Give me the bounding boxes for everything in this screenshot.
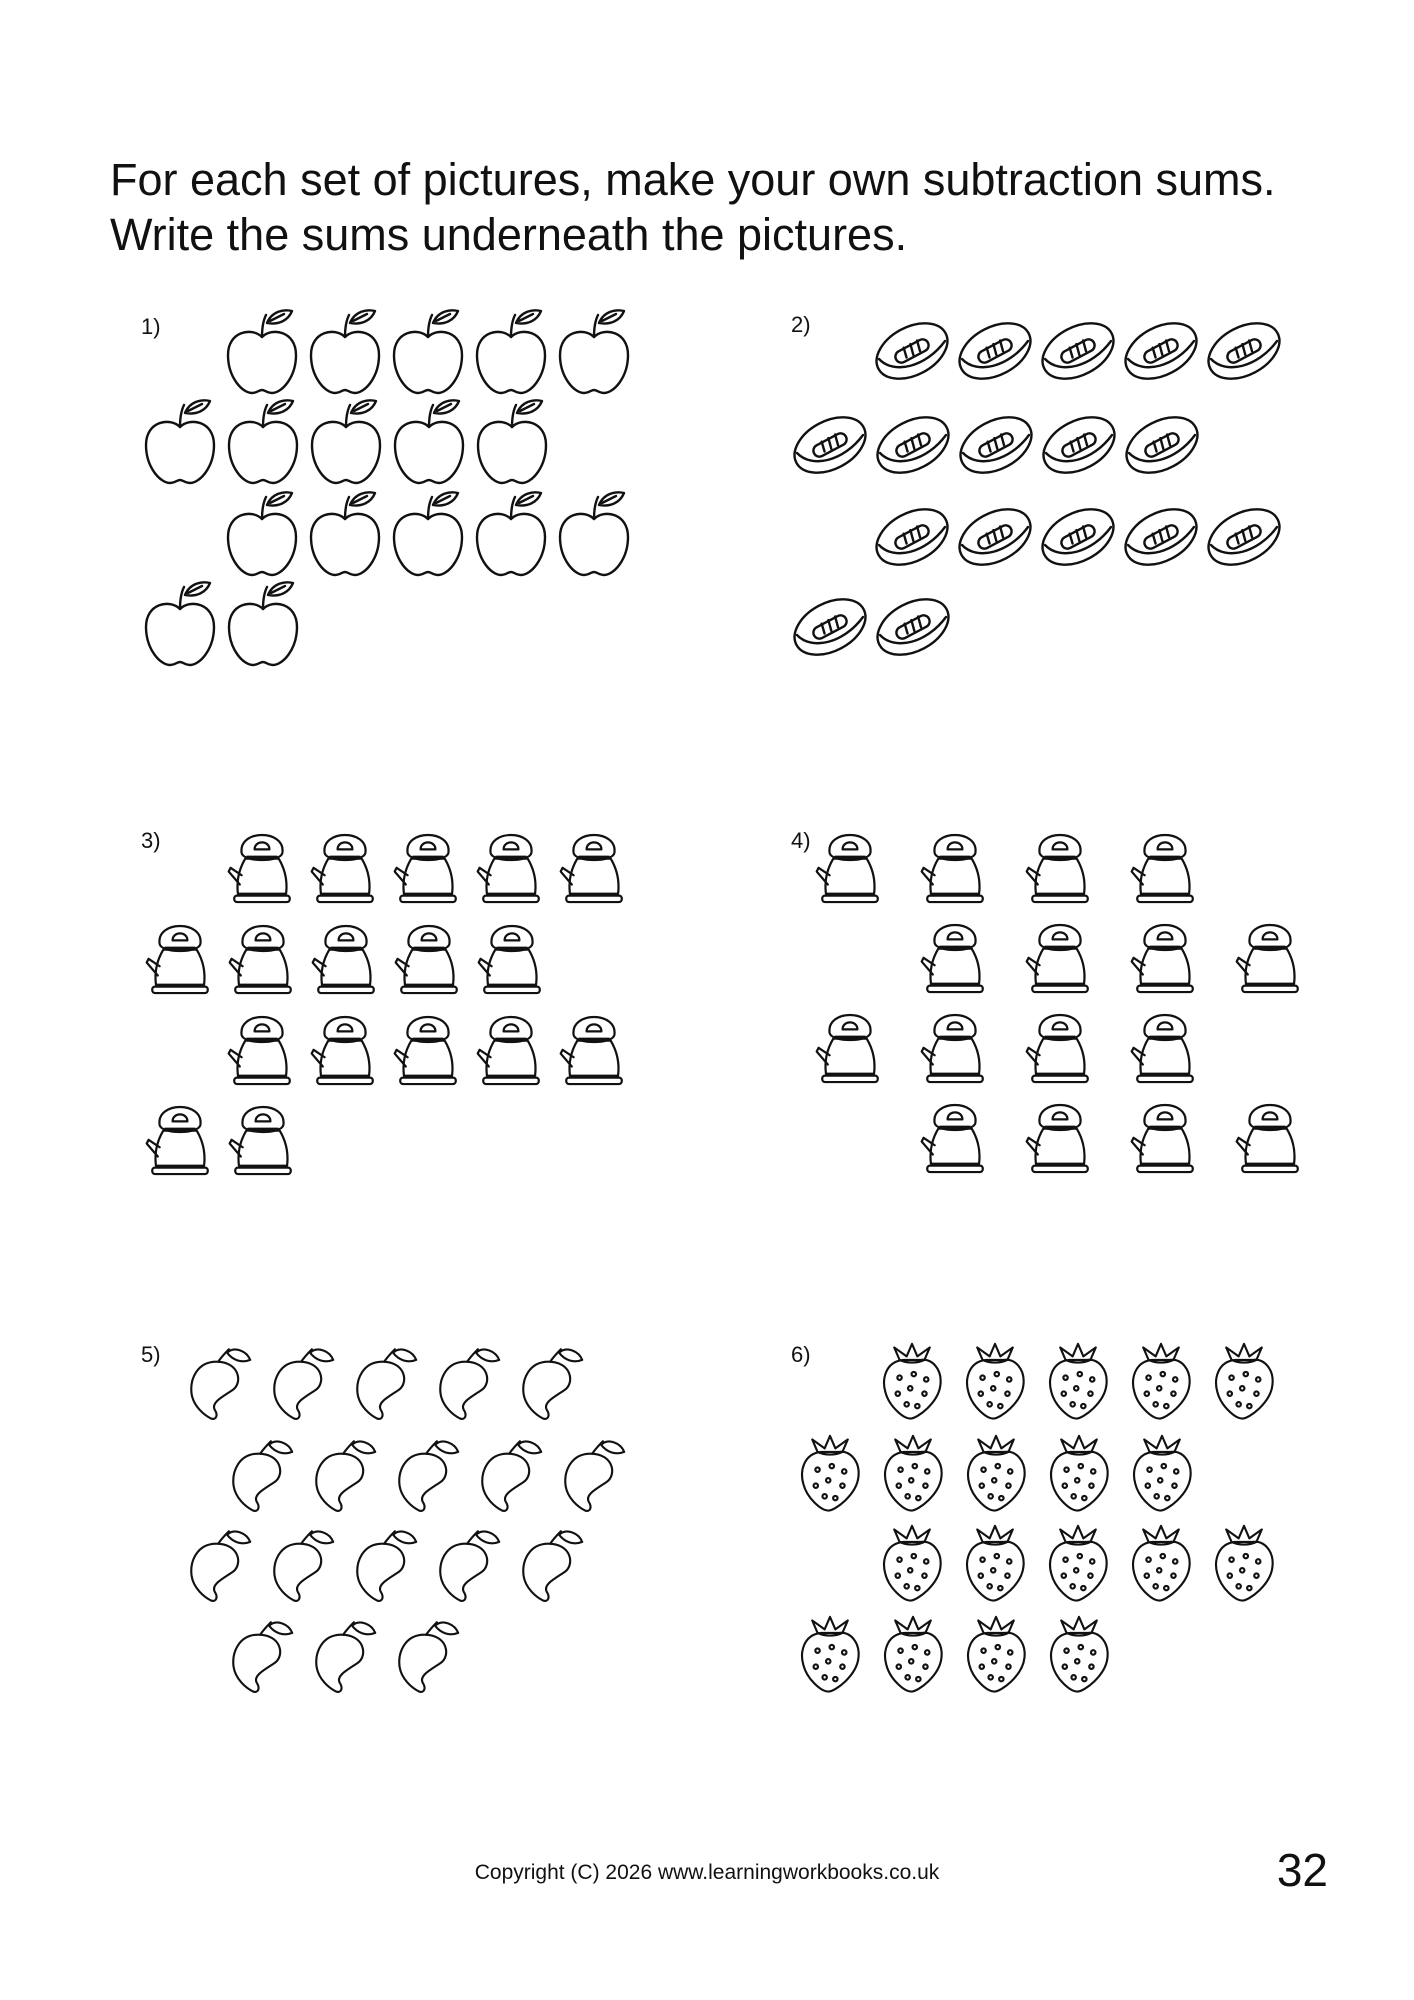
- copyright-footer: Copyright (C) 2026 www.learningworkbooks.co.uk: [474, 1861, 940, 1884]
- rugby-ball-icon: [1033, 498, 1123, 576]
- apple-icon: [394, 492, 462, 575]
- problem-2-label: 2): [791, 312, 811, 337]
- problem-6-label: 6): [791, 1342, 811, 1367]
- strawberry-icon: [968, 1617, 1025, 1692]
- kettle-icon: [230, 926, 291, 993]
- mango-icon: [399, 1622, 458, 1692]
- apple-icon: [312, 400, 380, 483]
- kettle-icon: [1027, 835, 1088, 902]
- mango-icon: [565, 1441, 624, 1511]
- strawberry-icon: [1050, 1344, 1107, 1419]
- kettle-icon: [396, 926, 457, 993]
- kettle-icon: [1027, 925, 1088, 992]
- rugby-ball-icon: [867, 498, 957, 576]
- kettle-icon: [817, 835, 878, 902]
- rugby-ball-icon: [1033, 312, 1123, 390]
- rugby-ball-icon: [950, 312, 1040, 390]
- kettle-icon: [817, 1015, 878, 1082]
- instructions-line-1: For each set of pictures, make your own subtraction sums.: [110, 154, 1276, 205]
- strawberry-icon: [1051, 1617, 1108, 1692]
- problem-5-label: 5): [141, 1342, 161, 1367]
- rugby-ball-icon: [1034, 406, 1124, 484]
- mango-icon: [191, 1349, 250, 1419]
- mango-icon: [316, 1622, 375, 1692]
- apple-icon: [228, 310, 296, 393]
- problem-1-label: 1): [141, 314, 161, 339]
- strawberry-icon: [802, 1436, 859, 1511]
- kettle-icon: [478, 1017, 539, 1084]
- apple-icon: [229, 582, 297, 665]
- kettle-icon: [1132, 925, 1193, 992]
- apple-icon: [311, 310, 379, 393]
- mango-icon: [357, 1531, 416, 1601]
- strawberry-icon: [885, 1617, 942, 1692]
- rugby-ball-icon: [950, 498, 1040, 576]
- mango-icon: [523, 1531, 582, 1601]
- strawberry-icon: [1216, 1344, 1273, 1419]
- apple-icon: [146, 582, 214, 665]
- strawberry-icon: [885, 1436, 942, 1511]
- kettle-icon: [1237, 1105, 1298, 1172]
- kettle-icon: [395, 1017, 456, 1084]
- kettle-icon: [1132, 1105, 1193, 1172]
- rugby-ball-icon: [951, 406, 1041, 484]
- mango-icon: [233, 1622, 292, 1692]
- problem-4-label: 4): [791, 828, 811, 853]
- rugby-ball-icon: [1199, 312, 1289, 390]
- problem-3-label: 3): [141, 828, 161, 853]
- mango-icon: [274, 1349, 333, 1419]
- strawberry-icon: [884, 1526, 941, 1601]
- apple-icon: [560, 492, 628, 575]
- rugby-ball-icon: [1116, 498, 1206, 576]
- kettle-icon: [230, 1107, 291, 1174]
- page-number: 32: [1276, 1844, 1328, 1896]
- apple-icon: [477, 310, 545, 393]
- apple-icon: [395, 400, 463, 483]
- rugby-ball-icon: [868, 406, 958, 484]
- strawberry-icon: [802, 1617, 859, 1692]
- kettle-icon: [1027, 1105, 1088, 1172]
- kettle-icon: [1132, 835, 1193, 902]
- mango-icon: [357, 1349, 416, 1419]
- rugby-ball-icon: [1116, 312, 1206, 390]
- kettle-icon: [229, 835, 290, 902]
- apple-icon: [228, 492, 296, 575]
- mango-icon: [482, 1441, 541, 1511]
- strawberry-icon: [967, 1344, 1024, 1419]
- kettle-icon: [313, 926, 374, 993]
- strawberry-icon: [968, 1436, 1025, 1511]
- kettle-icon: [1237, 925, 1298, 992]
- mango-icon: [440, 1349, 499, 1419]
- strawberry-icon: [1051, 1436, 1108, 1511]
- strawberry-icon: [967, 1526, 1024, 1601]
- kettle-icon: [922, 925, 983, 992]
- apple-icon: [311, 492, 379, 575]
- kettle-icon: [395, 835, 456, 902]
- rugby-ball-icon: [1117, 406, 1207, 484]
- mango-icon: [399, 1441, 458, 1511]
- kettle-icon: [922, 1015, 983, 1082]
- apple-icon: [477, 492, 545, 575]
- kettle-icon: [561, 1017, 622, 1084]
- apple-icon: [229, 400, 297, 483]
- rugby-ball-icon: [785, 406, 875, 484]
- kettle-icon: [1132, 1015, 1193, 1082]
- mango-icon: [440, 1531, 499, 1601]
- kettle-icon: [561, 835, 622, 902]
- kettle-icon: [922, 1105, 983, 1172]
- mango-icon: [233, 1441, 292, 1511]
- kettle-icon: [1027, 1015, 1088, 1082]
- strawberry-icon: [1216, 1526, 1273, 1601]
- strawberry-icon: [1134, 1436, 1191, 1511]
- mango-icon: [316, 1441, 375, 1511]
- rugby-ball-icon: [868, 588, 958, 666]
- kettle-icon: [229, 1017, 290, 1084]
- apple-icon: [394, 310, 462, 393]
- kettle-icon: [147, 1107, 208, 1174]
- apple-icon: [478, 400, 546, 483]
- kettle-icon: [479, 926, 540, 993]
- apple-icon: [560, 310, 628, 393]
- kettle-icon: [312, 1017, 373, 1084]
- rugby-ball-icon: [867, 312, 957, 390]
- strawberry-icon: [1133, 1344, 1190, 1419]
- strawberry-icon: [884, 1344, 941, 1419]
- kettle-icon: [147, 926, 208, 993]
- apple-icon: [146, 400, 214, 483]
- mango-icon: [191, 1531, 250, 1601]
- rugby-ball-icon: [785, 588, 875, 666]
- kettle-icon: [312, 835, 373, 902]
- kettle-icon: [478, 835, 539, 902]
- strawberry-icon: [1050, 1526, 1107, 1601]
- strawberry-icon: [1133, 1526, 1190, 1601]
- instructions-line-2: Write the sums underneath the pictures.: [110, 209, 908, 260]
- mango-icon: [523, 1349, 582, 1419]
- rugby-ball-icon: [1199, 498, 1289, 576]
- mango-icon: [274, 1531, 333, 1601]
- kettle-icon: [922, 835, 983, 902]
